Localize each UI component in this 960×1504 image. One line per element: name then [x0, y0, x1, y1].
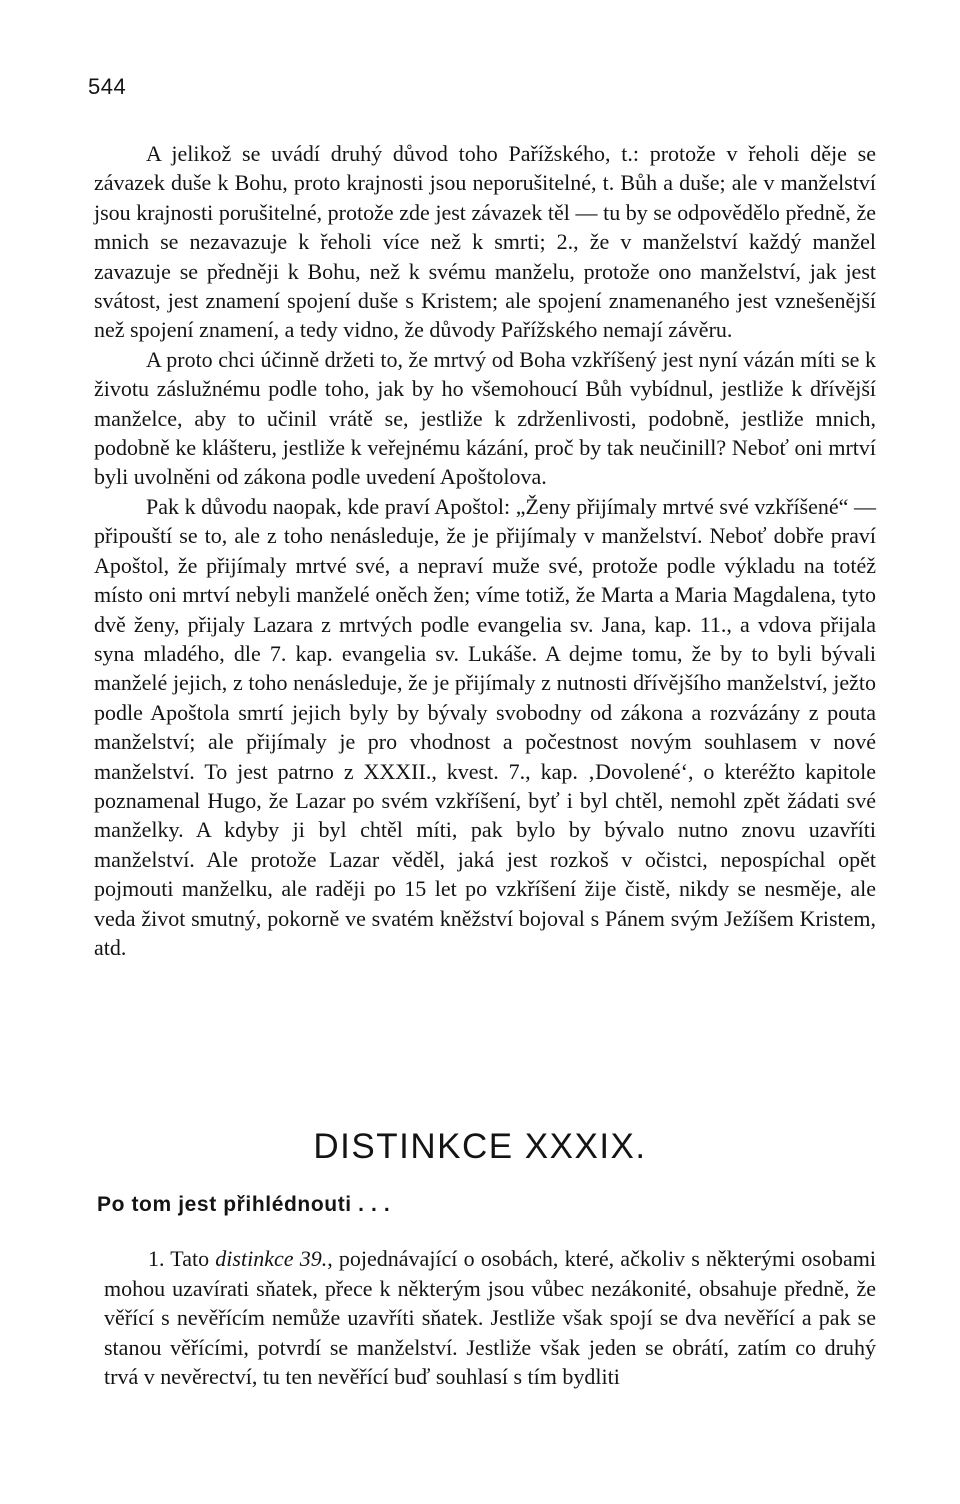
- section-text-emphasis: distinkce 39.: [215, 1246, 328, 1271]
- section-text-rest: , pojednávající o osobách, které, ačkoliv s některými osobami mohou uzavírati sňatek, přece k některým jsou vůbec nezákonité, obsahuje předně, že věřící s nevěřícím nemůže uzavříti sňatek. Jestliže však spojí se dva nevěřící a pak se stanou věřícími, potvrdí se manželství. Jestliže však jeden se obrátí, zatím co druhý trvá v nevěrectví, tu ten nevěřící buď souhlasí s tím bydliti: [104, 1246, 876, 1390]
- body-text: [94, 139, 876, 962]
- section-paragraph-1: [104, 1244, 876, 1392]
- paragraph-1: A jelikož se uvádí druhý důvod toho Pařížského, t.: protože v řeholi děje se závazek duše k Bohu, proto krajnosti jsou neporušitelné, t. Bůh a duše; ale v manželství jsou krajnosti porušitelné, protože zde jest závazek těl — tu by se odpovědělo předně, že mnich se nezavazuje k řeholi více než k smrti; 2., že v manželství každý manžel zavazuje se předněji k Bohu, než k svému manželu, protože ono manželství, jak jest svátost, jest znamení spojení duše s Kristem; ale spojení znamenaného jest vznešenější než spojení znamení, a tedy vidno, že důvody Pařížského nemají závěru.: [94, 141, 876, 343]
- page-number: 544: [88, 74, 127, 99]
- paragraph-2: A proto chci účinně držeti to, že mrtvý od Boha vzkříšený jest nyní vázán míti se k životu záslužnému podle toho, jak by ho všemohoucí Bůh vybídnul, jestliže k dřívější manželce, aby to učinil vrátě se, jestliže k zdrženlivosti, podobně, jestliže mnich, podobně ke klášteru, jestliže k veřejnému kázání, proč by tak neučinill? Neboť oni mrtví byli uvolněni od zákona podle uvedení Apoštolova.: [94, 346, 876, 490]
- section-text: [104, 1244, 876, 1392]
- section-text-lead: 1. Tato: [148, 1246, 216, 1271]
- section-subheading: Po tom jest přihlédnouti . . .: [97, 1193, 391, 1216]
- paragraph-3: Pak k důvodu naopak, kde praví Apoštol: „Ženy přijímaly mrtvé své vzkříšené“ — připouští se to, ale z toho nenásleduje, že je přijímaly v manželství. Neboť dobře praví Apoštol, že přijímaly mrtvé své, a nepraví muže své, protože podle výkladu na totéž místo oni mrtví nebyli manželé oněch žen; víme totiž, že Marta a Maria Magdalena, tyto dvě ženy, přijaly Lazara z mrtvých podle evangelia sv. Jana, kap. 11., a vdova přijala syna mladého, dle 7. kap. evangelia sv. Lukáše. A dejme tomu, že by to byli bývali manželé jejich, z toho nenásleduje, že je přijímaly z nutnosti dřívějšího manželství, ježto podle Apoštola smrtí jejich byly by bývaly svobodny od zákona a rozvázány z pouta manželství; ale přijímaly je pro vhodnost a počestnost novým souhlasem v nové manželství. To jest patrno z XXXII., kvest. 7., kap. ‚Dovolené‘, o kteréžto kapitole poznamenal Hugo, že Lazar po svém vzkříšení, byť i byl chtěl, nemohl zpět žádati své manželky. A kdyby ji byl chtěl míti, pak bylo by bývalo nutno znovu uzavříti manželství. Ale protože Lazar věděl, jaká jest rozkoš v očistci, nepospíchal opět pojmouti manželku, ale raději po 15 let po vzkříšení žije čistě, nikdy se nesměje, ale veda život smutný, pokorně ve svatém kněžství bojoval s Pánem svým Ježíšem Kristem, atd.: [94, 493, 876, 960]
- section-heading: DISTINKCE XXXIX.: [313, 1127, 647, 1166]
